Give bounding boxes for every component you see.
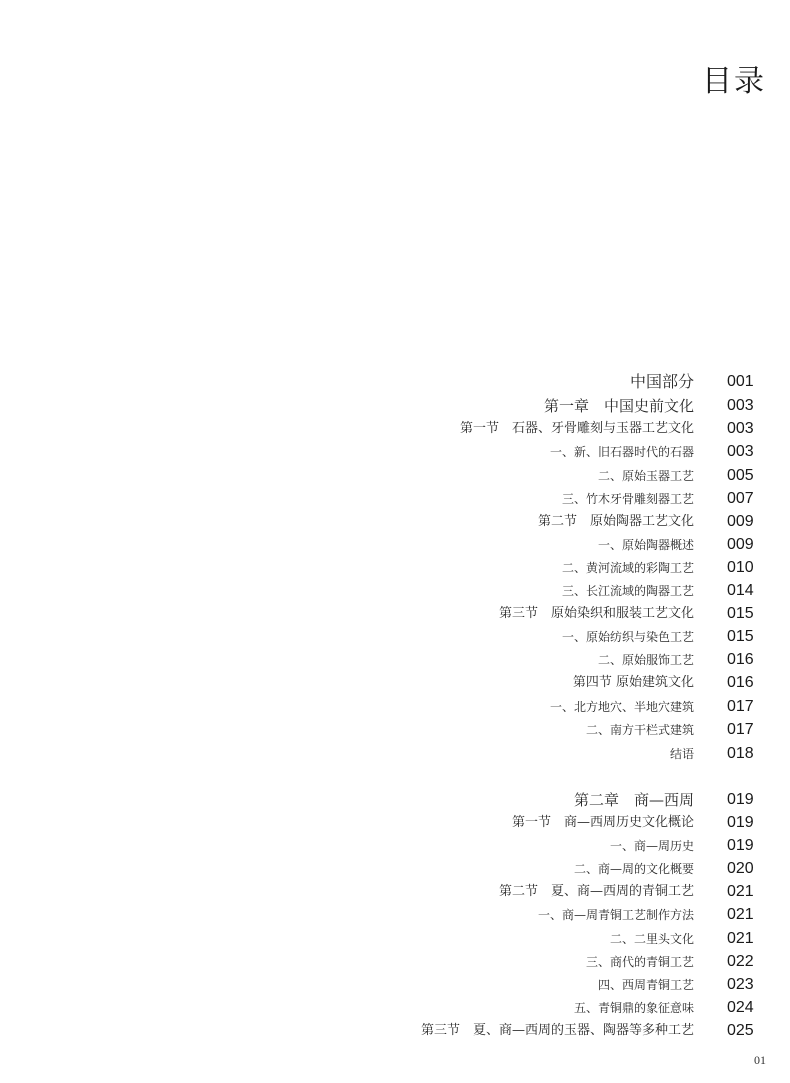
toc-entry [0,997,790,1019]
toc-entry-title: 第二节 原始陶器工艺文化 [537,514,694,529]
toc-entry-page: 009 [727,536,754,553]
toc-entry-page: 018 [727,745,754,762]
toc-entry-title: 二、南方干栏式建筑 [585,723,694,737]
toc-entry [0,904,790,926]
toc-entry-page: 022 [727,953,754,970]
toc-entry-title: 三、长江流域的陶器工艺 [561,584,694,598]
toc-entry [0,719,790,741]
toc-entry-title: 二、原始服饰工艺 [597,653,694,667]
toc-entry-page: 007 [727,490,754,507]
toc-entry-page: 014 [727,582,754,599]
toc-entry [0,441,790,463]
toc-entry-page: 005 [727,467,754,484]
page-number: 01 [754,1053,766,1067]
toc-entry-page: 017 [727,698,754,715]
toc-entry-title: 四、西周青铜工艺 [597,978,694,992]
toc-entry-page: 019 [727,791,754,808]
toc-entry-title: 二、黄河流域的彩陶工艺 [561,561,694,575]
toc-entry [0,371,790,393]
toc-entry [0,603,790,625]
toc-entry [0,534,790,556]
toc-entry [0,835,790,857]
toc-entry [0,743,790,765]
toc-entry-page: 020 [727,860,754,877]
toc-entry-page: 015 [727,628,754,645]
toc-entry [0,649,790,671]
toc-entry [0,488,790,510]
toc-entry [0,951,790,973]
toc-entry-page: 019 [727,814,754,831]
toc-entry-title: 第二章 商—西周 [573,791,694,809]
toc-entry-title: 一、商—周历史 [609,839,694,853]
toc-entry-page: 015 [727,605,754,622]
toc-entry-title: 结语 [669,747,694,761]
toc-entry-page: 003 [727,397,754,414]
toc-entry-title: 第三节 夏、商—西周的玉器、陶器等多种工艺 [420,1023,694,1038]
toc-entry-title: 三、竹木牙骨雕刻器工艺 [561,492,694,506]
toc-entry [0,465,790,487]
toc-entry [0,696,790,718]
toc-entry-page: 023 [727,976,754,993]
toc-entry [0,1020,790,1042]
toc-entry-page: 001 [727,373,754,390]
toc-entry [0,789,790,811]
toc-entry-title: 一、新、旧石器时代的石器 [549,445,694,459]
toc-entry-page: 021 [727,930,754,947]
toc-entry-page: 016 [727,651,754,668]
toc-entry-title: 一、原始纺织与染色工艺 [561,630,694,644]
toc-entry-page: 003 [727,443,754,460]
toc-entry-title: 中国部分 [629,372,694,391]
toc-entry-title: 一、商—周青铜工艺制作方法 [537,908,694,922]
toc-entry [0,858,790,880]
toc-entry [0,580,790,602]
toc-entry-page: 010 [727,559,754,576]
toc-entry-page: 017 [727,721,754,738]
toc-entry [0,511,790,533]
toc-entry-title: 五、青铜鼎的象征意味 [573,1001,694,1015]
toc-entry [0,812,790,834]
toc-entry-page: 021 [727,906,754,923]
toc-entry-title: 一、北方地穴、半地穴建筑 [549,700,694,714]
toc-entry-title: 第二节 夏、商—西周的青铜工艺 [498,884,694,899]
toc-entry-title: 第一节 商—西周历史文化概论 [511,815,694,830]
toc-entry-title: 二、二里头文化 [609,932,694,946]
toc-entry-page: 009 [727,513,754,530]
toc-entry-page: 025 [727,1022,754,1039]
toc-entry-title: 三、商代的青铜工艺 [585,955,694,969]
toc-entry [0,881,790,903]
toc-entry-page: 021 [727,883,754,900]
toc-entry-page: 003 [727,420,754,437]
toc-entry-title: 第四节 原始建筑文化 [572,675,694,690]
toc-entry [0,974,790,996]
toc-entry-title: 二、商—周的文化概要 [573,862,694,876]
toc-entry-title: 第一节 石器、牙骨雕刻与玉器工艺文化 [459,421,694,436]
toc-entry-title: 二、原始玉器工艺 [597,469,694,483]
toc-entry [0,418,790,440]
toc-entry-page: 016 [727,674,754,691]
page-title: 目录 [702,64,766,99]
toc-entry [0,626,790,648]
toc-entry-page: 019 [727,837,754,854]
toc-entry [0,395,790,417]
toc-entry-title: 一、原始陶器概述 [597,538,694,552]
toc-entry [0,672,790,694]
toc-entry [0,557,790,579]
toc-entry-title: 第一章 中国史前文化 [543,397,694,415]
toc-entry-page: 024 [727,999,754,1016]
toc-entry [0,928,790,950]
toc-entry-title: 第三节 原始染织和服装工艺文化 [498,606,694,621]
